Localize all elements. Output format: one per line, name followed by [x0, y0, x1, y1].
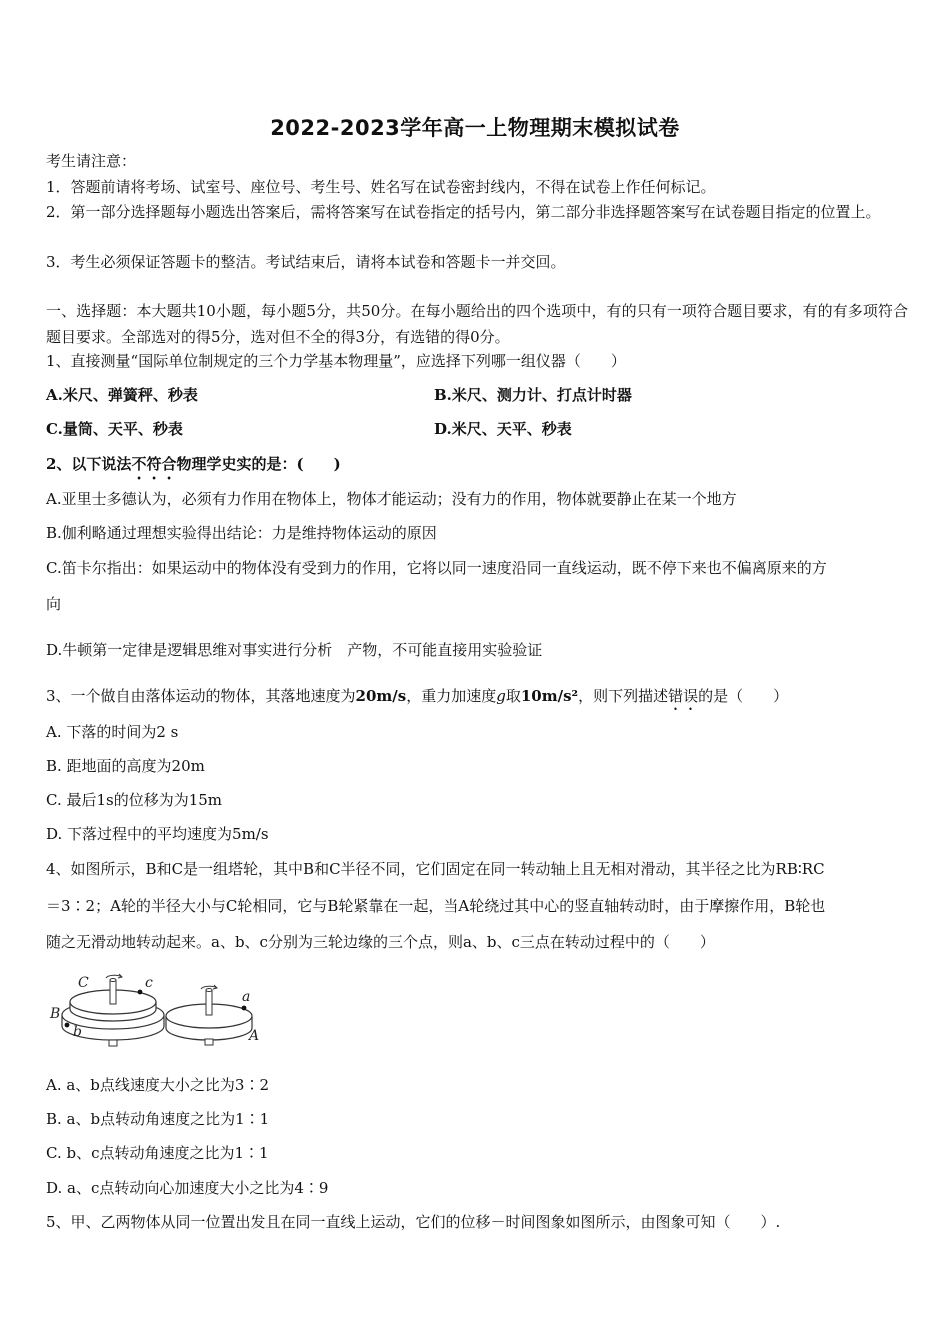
q3-velocity: 20m/s	[355, 687, 407, 705]
q4-option-c: C. b、c点转动角速度之比为1∶1	[46, 1144, 269, 1162]
q2-stem	[46, 453, 908, 483]
notice-heading: 考生请注意：	[46, 152, 137, 170]
q2-stem-post: 物理学史实的是：( )	[176, 455, 341, 473]
notice-item-2: 2．第一部分选择题每小题选出答案后，需将答案写在试卷指定的括号内，第二部分非选择题答案写在试卷题目指定的位置上。	[46, 203, 881, 221]
notice-item-1: 1．答题前请将考场、试室号、座位号、考生号、姓名写在试卷密封线内，不得在试卷上作任何标记。	[46, 178, 716, 196]
q2-stem-pre: 2、以下说法	[46, 455, 132, 473]
q2-option-b: B.伽利略通过理想实验得出结论：力是维持物体运动的原因	[46, 524, 437, 542]
q2-option-d: D.牛顿第一定律是逻辑思维对事实进行分析 产物，不可能直接用实验验证	[46, 641, 543, 659]
label-B: B	[50, 1006, 61, 1022]
label-A: A	[249, 1028, 260, 1044]
q3-stem-mid1: ，重力加速度	[406, 687, 497, 705]
q2-stem-emphasis: 不符合	[131, 455, 177, 473]
q3-stem-pre: 3、一个做自由落体运动的物体，其落地速度为	[46, 687, 356, 705]
q3-stem-mid3: ，则下列描述	[578, 687, 669, 705]
q4-stem-line-3: 随之无滑动地转动起来。a、b、c分别为三轮边缘的三个点，则a、b、c三点在转动过程中的（ ）	[46, 933, 715, 951]
q3-g-symbol: g	[496, 687, 506, 705]
q3-option-a: A. 下落的时间为2 s	[46, 723, 179, 741]
q3-option-c: C. 最后1s的位移为为15m	[46, 791, 223, 809]
q2-option-c: C.笛卡尔指出：如果运动中的物体没有受到力的作用，它将以同一速度沿同一直线运动，既不停下来也不偏离原来的方	[46, 559, 827, 577]
q2-option-c-cont: 向	[46, 595, 62, 613]
section-heading: 一、选择题：本大题共10小题，每小题5分，共50分。在每小题给出的四个选项中，有的只有一项符合题目要求，有的有多项符合题目要求。全部选对的得5分，选对但不全的得3分，有选错的得0分。	[46, 302, 908, 346]
q1-stem: 1、直接测量“国际单位制规定的三个力学基本物理量”，应选择下列哪一组仪器（ ）	[46, 352, 626, 370]
q4-stem-line-2: ＝3∶2；A轮的半径大小与C轮相同，它与B轮紧靠在一起，当A轮绕过其中心的竖直轴转动时，由于摩擦作用，B轮也	[46, 897, 826, 915]
q3-option-d: D. 下落过程中的平均速度为5m/s	[46, 825, 269, 843]
point-a	[242, 1006, 247, 1011]
point-c	[138, 990, 143, 995]
q1-option-c: C.量筒、天平、秒表	[46, 420, 183, 438]
q3-stem-emphasis: 错误	[668, 687, 699, 705]
q3-stem-post: 的是（ ）	[698, 687, 789, 705]
q4-option-d: D. a、c点转动向心加速度大小之比为4∶9	[46, 1179, 329, 1197]
q3-acceleration: 10m/s²	[520, 687, 579, 705]
q1-option-a: A.米尺、弹簧秤、秒表	[46, 386, 198, 404]
tower-wheel-figure	[48, 968, 270, 1060]
q5-stem: 5、甲、乙两物体从同一位置出发且在同一直线上运动，它们的位移－时间图象如图所示，由图象可知（ ）.	[46, 1213, 781, 1231]
label-a: a	[242, 989, 251, 1005]
label-b: b	[73, 1024, 82, 1040]
notice-item-3: 3．考生必须保证答题卡的整洁。考试结束后，请将本试卷和答题卡一并交回。	[46, 253, 566, 271]
q4-stem-line-1: 4、如图所示，B和C是一组塔轮，其中B和C半径不同，它们固定在同一转动轴上且无相对滑动，其半径之比为RB∶RC	[46, 860, 825, 878]
q3-stem	[46, 685, 908, 714]
q2-option-a: A.亚里士多德认为，必须有力作用在物体上，物体才能运动；没有力的作用，物体就要静止在某一个地方	[46, 490, 737, 508]
label-C: C	[78, 975, 89, 991]
point-b	[65, 1023, 70, 1028]
q3-stem-mid2: 取	[505, 687, 521, 705]
q4-option-b: B. a、b点转动角速度之比为1∶1	[46, 1110, 270, 1128]
q1-option-d: D.米尺、天平、秒表	[434, 420, 572, 438]
q4-option-a: A. a、b点线速度大小之比为3∶2	[46, 1076, 270, 1094]
page-title: 2022-2023学年高一上物理期末模拟试卷	[270, 116, 680, 140]
q1-option-b: B.米尺、测力计、打点计时器	[434, 386, 632, 404]
label-c: c	[145, 975, 153, 991]
q3-option-b: B. 距地面的高度为20m	[46, 757, 205, 775]
